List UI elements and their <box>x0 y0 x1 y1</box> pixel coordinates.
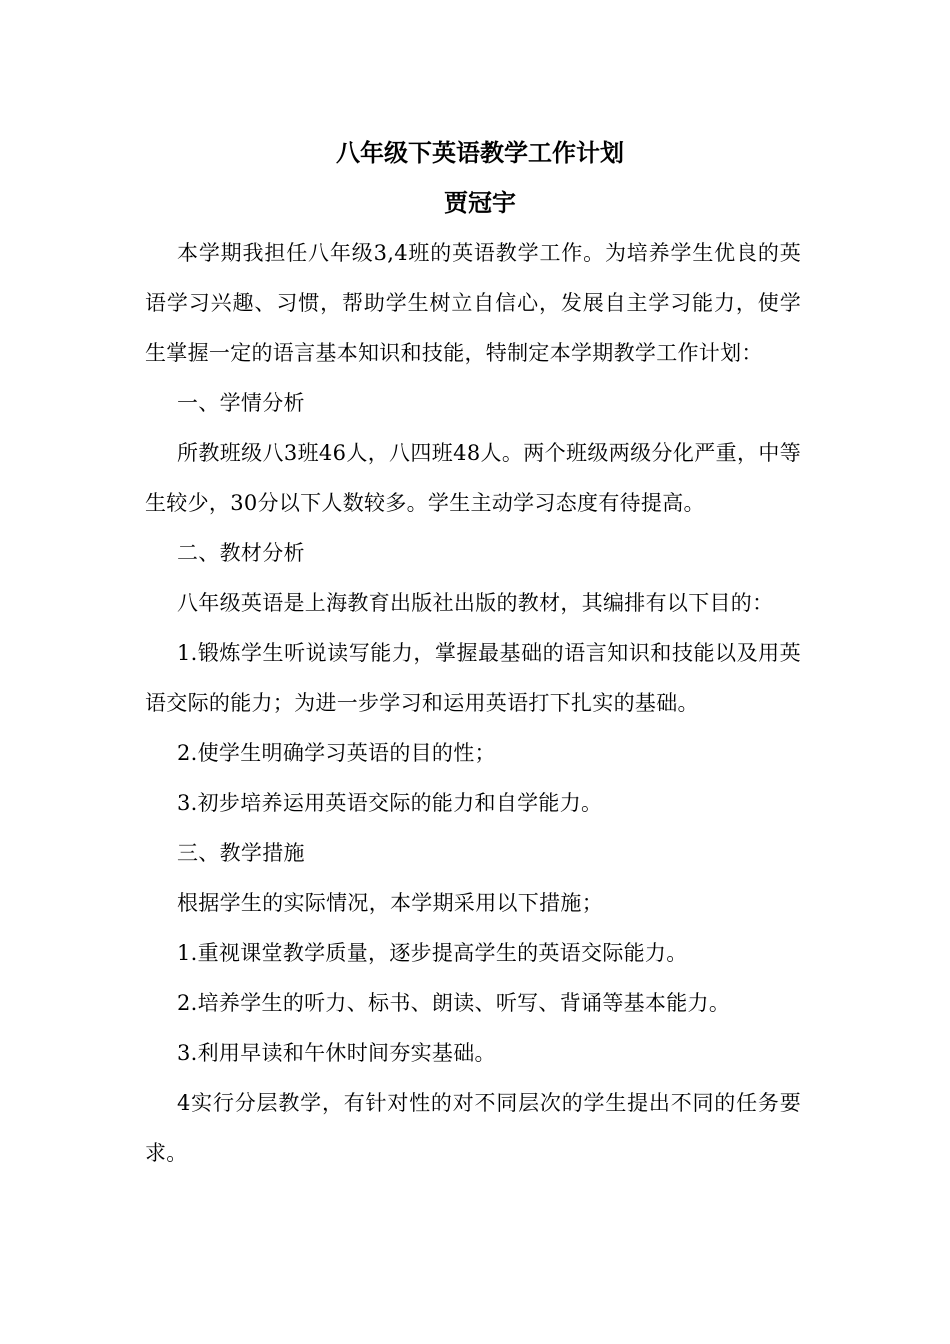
paragraph-student-analysis: 所教班级八3班46人，八四班48人。两个班级两级分化严重，中等生较少，30分以下人数较多。学生主动学习态度有待提高。 <box>145 441 801 515</box>
document-title: 八年级下英语教学工作计划 <box>336 138 624 167</box>
section-heading-teaching-measures: 三、教学措施 <box>177 841 305 865</box>
list-item-textbook-goal-3: 3.初步培养运用英语交际的能力和自学能力。 <box>177 791 603 815</box>
paragraph-textbook-intro: 八年级英语是上海教育出版社出版的教材，其编排有以下目的： <box>177 591 774 615</box>
section-heading-textbook-analysis: 二、教材分析 <box>177 541 305 565</box>
list-item-textbook-goal-1: 1.锻炼学生听说读写能力，掌握最基础的语言知识和技能以及用英语交际的能力；为进一步学习和运用英语打下扎实的基础。 <box>145 641 801 715</box>
paragraph-measures-intro: 根据学生的实际情况，本学期采用以下措施； <box>177 891 603 915</box>
list-item-measure-1: 1.重视课堂教学质量，逐步提高学生的英语交际能力。 <box>177 941 688 965</box>
document-page <box>145 128 801 1178</box>
section-heading-student-analysis: 一、学情分析 <box>177 391 305 415</box>
list-item-measure-4: 4实行分层教学，有针对性的对不同层次的学生提出不同的任务要求。 <box>145 1091 801 1165</box>
list-item-measure-2: 2.培养学生的听力、标书、朗读、听写、背诵等基本能力。 <box>177 991 731 1015</box>
list-item-textbook-goal-2: 2.使学生明确学习英语的目的性； <box>177 741 496 765</box>
document-author: 贾冠宇 <box>444 188 516 217</box>
list-item-measure-3: 3.利用早读和午休时间夯实基础。 <box>177 1041 496 1065</box>
paragraph-intro: 本学期我担任八年级3,4班的英语教学工作。为培养学生优良的英语学习兴趣、习惯，帮助学生树立自信心，发展自主学习能力，使学生掌握一定的语言基本知识和技能，特制定本学期教学工作计划： <box>145 241 801 365</box>
